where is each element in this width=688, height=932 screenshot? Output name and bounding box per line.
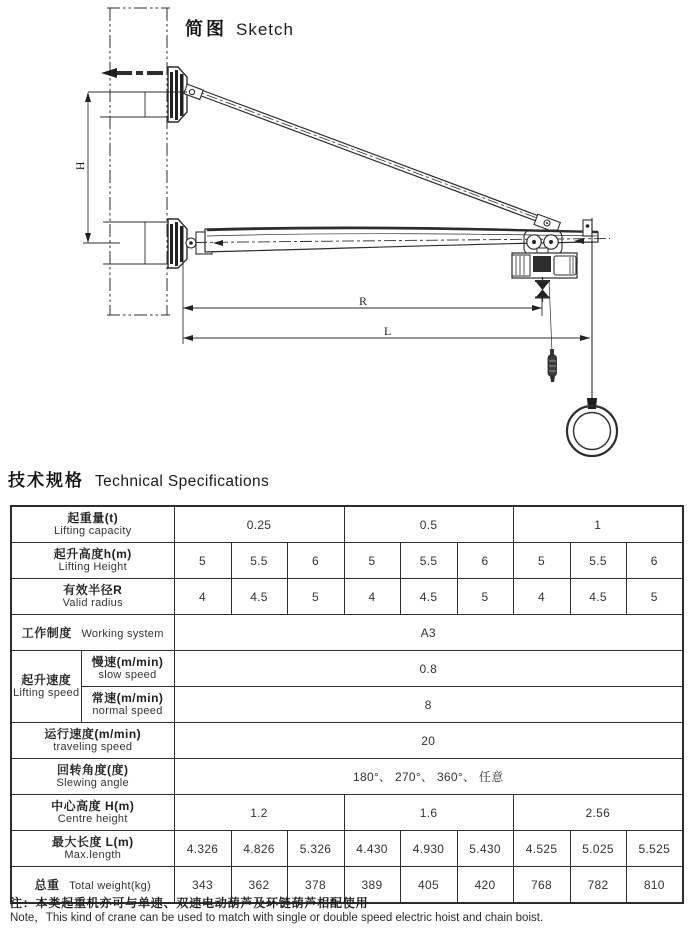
row-max-length — [11, 831, 683, 867]
row-valid-radius — [11, 579, 683, 615]
label-traveling-speed: 运行速度(m/min) traveling speed — [11, 723, 174, 759]
label-slewing-angle: 回转角度(度) Slewing angle — [11, 759, 174, 795]
height-value: 6 — [457, 543, 513, 579]
label-lifting-height: 起升高度h(m) Lifting Height — [11, 543, 174, 579]
total-weight-value: 768 — [513, 867, 570, 904]
wall-column-phantom — [107, 8, 170, 315]
centre-height-value: 1.2 — [174, 795, 344, 831]
normal-speed-value: 8 — [174, 687, 683, 723]
total-weight-value: 405 — [400, 867, 457, 904]
label-centre-height: 中心高度 H(m) Centre height — [11, 795, 174, 831]
row-slewing-angle — [11, 759, 683, 795]
height-value: 5 — [344, 543, 400, 579]
height-value: 5.5 — [231, 543, 287, 579]
radius-value: 5 — [287, 579, 344, 615]
radius-value: 4 — [513, 579, 570, 615]
max-length-value: 5.025 — [570, 831, 626, 867]
dim-label-h: H — [73, 161, 88, 171]
total-weight-value: 782 — [570, 867, 626, 904]
height-value: 5.5 — [570, 543, 626, 579]
row-normal-speed — [11, 687, 683, 723]
radius-value: 4.5 — [400, 579, 457, 615]
max-length-value: 4.326 — [174, 831, 231, 867]
jib-crane-sketch — [0, 0, 688, 465]
footnote-zh: 注：本类起重机亦可与单速、双速电动葫芦及环链葫芦相配使用 — [10, 896, 369, 910]
row-lifting-height — [11, 543, 683, 579]
label-normal-speed: 常速(m/min) normal speed — [81, 687, 174, 723]
row-slow-speed — [11, 651, 683, 687]
height-value: 6 — [287, 543, 344, 579]
total-weight-value: 389 — [344, 867, 400, 904]
label-valid-radius: 有效半径R Valid radius — [11, 579, 174, 615]
row-lifting-capacity — [11, 506, 683, 543]
max-length-value: 4.826 — [231, 831, 287, 867]
traveling-speed-value: 20 — [174, 723, 683, 759]
spec-heading — [8, 466, 269, 491]
max-length-value: 4.930 — [400, 831, 457, 867]
label-lifting-capacity: 起重量(t) Lifting capacity — [11, 506, 174, 543]
tie-rod — [184, 84, 561, 233]
sketch-title-en: Sketch — [236, 20, 294, 39]
footnote-en: Note，This kind of crane can be used to match with single or double speed electric hoist and chain boist. — [10, 912, 544, 924]
radius-value: 4 — [174, 579, 231, 615]
label-lifting-speed: 起升速度 Lifting speed — [11, 651, 81, 723]
capacity-value: 0.5 — [344, 506, 513, 543]
max-length-value: 4.430 — [344, 831, 400, 867]
height-value: 5 — [174, 543, 231, 579]
max-length-value: 5.525 — [626, 831, 683, 867]
row-working-system — [11, 615, 683, 651]
label-slow-speed: 慢速(m/min) slow speed — [81, 651, 174, 687]
dim-label-l: L — [384, 324, 392, 338]
sketch-title-zh: 简图 — [185, 19, 227, 39]
top-mount-bracket — [168, 67, 187, 122]
slow-speed-value: 0.8 — [174, 651, 683, 687]
capacity-value: 0.25 — [174, 506, 344, 543]
radius-value: 4.5 — [570, 579, 626, 615]
total-weight-value: 343 — [174, 867, 231, 904]
total-weight-value: 362 — [231, 867, 287, 904]
radius-value: 5 — [626, 579, 683, 615]
spec-heading-zh: 技术规格 — [8, 471, 84, 490]
height-value: 5 — [513, 543, 570, 579]
max-length-value: 5.430 — [457, 831, 513, 867]
wall-anchor-arrow — [101, 68, 174, 78]
spec-table — [10, 505, 684, 904]
radius-value: 5 — [457, 579, 513, 615]
total-weight-value: 810 — [626, 867, 683, 904]
spec-heading-en: Technical Specifications — [95, 473, 270, 490]
height-value: 6 — [626, 543, 683, 579]
hook-pulley — [535, 277, 550, 302]
label-working-system: 工作制度 Working system — [11, 615, 174, 651]
radius-value: 4 — [344, 579, 400, 615]
centre-height-value: 1.6 — [344, 795, 513, 831]
sketch-title — [185, 15, 294, 41]
max-length-value: 5.326 — [287, 831, 344, 867]
radius-value: 4.5 — [231, 579, 287, 615]
row-traveling-speed — [11, 723, 683, 759]
working-system-value: A3 — [174, 615, 683, 651]
label-max-length: 最大长度 L(m) Max.length — [11, 831, 174, 867]
total-weight-value: 420 — [457, 867, 513, 904]
pendant-control — [548, 280, 557, 382]
label-total-weight: 总重 Total weight(kg) — [11, 867, 174, 904]
dim-label-r: R — [359, 294, 368, 308]
footnote — [10, 896, 543, 925]
slewing-angle-value: 180°、 270°、 360°、 任意 — [174, 759, 683, 795]
max-length-value: 4.525 — [513, 831, 570, 867]
centre-height-value: 2.56 — [513, 795, 683, 831]
capacity-value: 1 — [513, 506, 683, 543]
total-weight-value: 378 — [287, 867, 344, 904]
height-value: 5.5 — [400, 543, 457, 579]
row-centre-height — [11, 795, 683, 831]
